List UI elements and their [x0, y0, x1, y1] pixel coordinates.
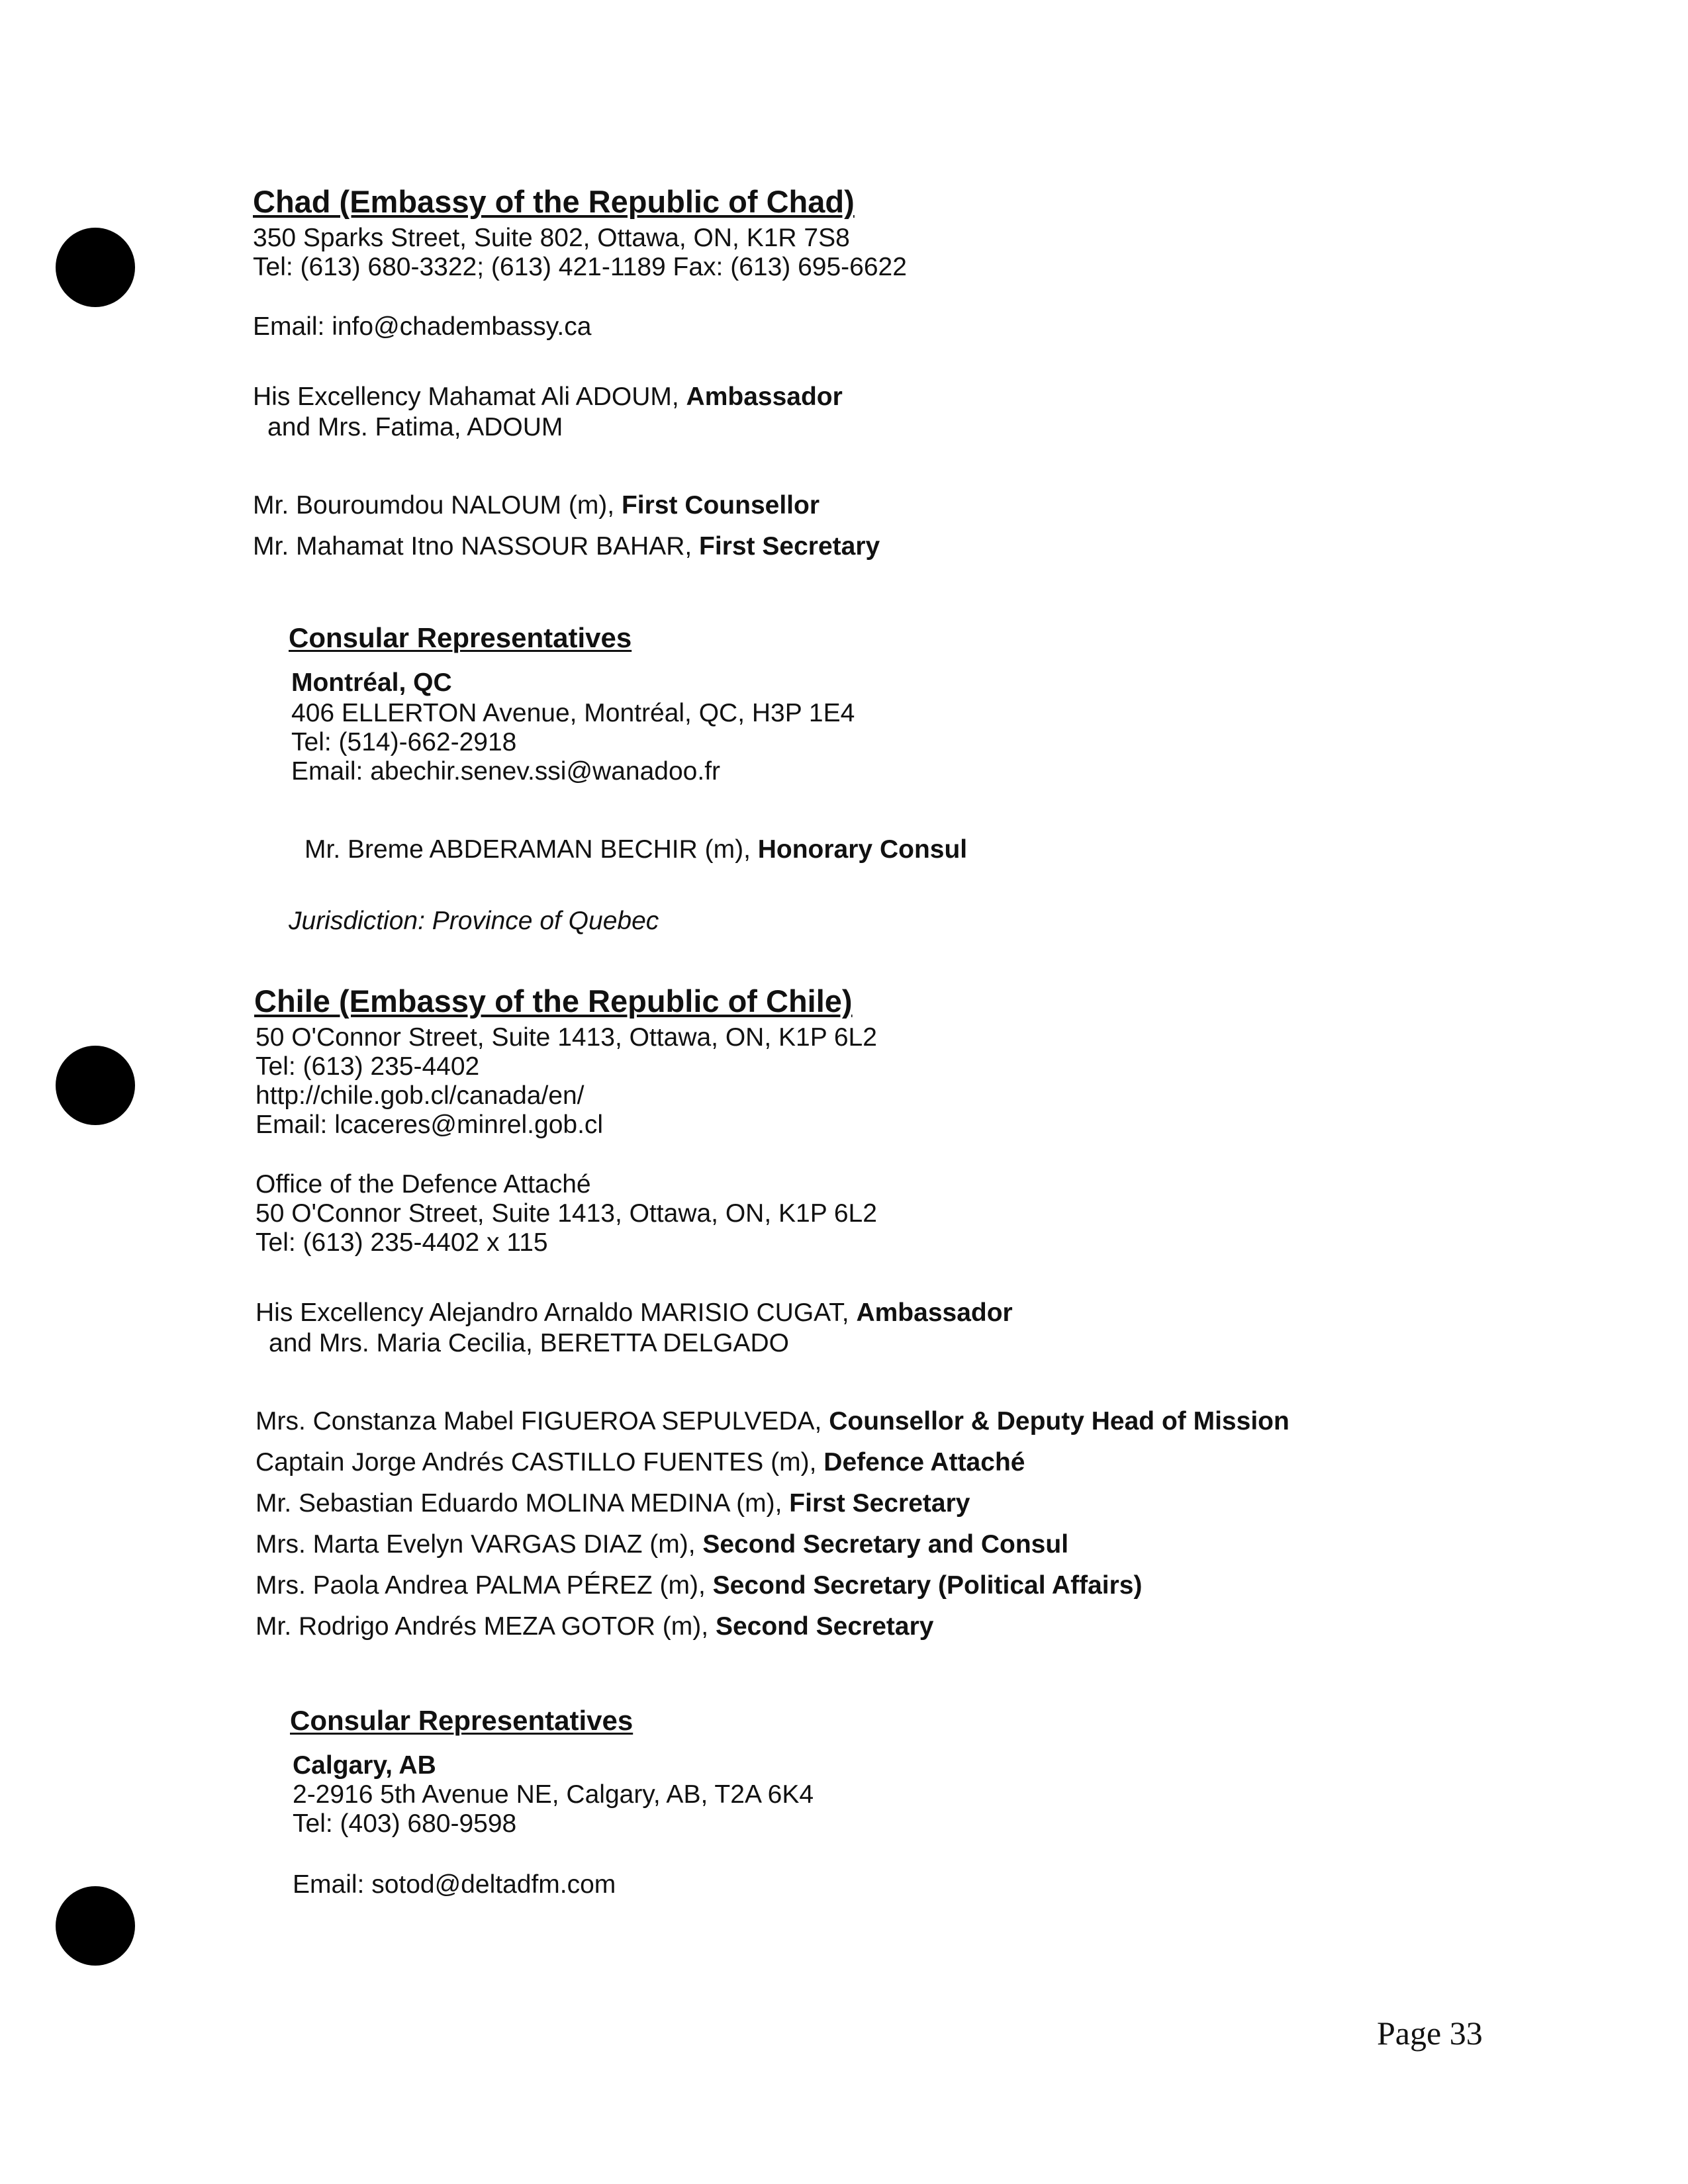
staff-title: Second Secretary and Consul: [702, 1530, 1069, 1559]
chile-ambassador-name: His Excellency Alejandro Arnaldo MARISIO CUGAT,: [256, 1298, 857, 1327]
chile-consular-email: Email: sotod@deltadfm.com: [293, 1870, 616, 1899]
chile-email: Email: lcaceres@minrel.gob.cl: [256, 1111, 604, 1139]
staff-title: Defence Attaché: [823, 1448, 1025, 1477]
staff-name: Mr. Sebastian Eduardo MOLINA MEDINA (m),: [256, 1489, 790, 1518]
chad-consular-heading: Consular Representatives: [289, 622, 632, 653]
staff-title: Second Secretary (Political Affairs): [712, 1571, 1143, 1600]
chile-defence-office-tel: Tel: (613) 235-4402 x 115: [256, 1228, 548, 1257]
chad-jurisdiction: Jurisdiction: Province of Quebec: [289, 907, 659, 935]
chile-heading: Chile (Embassy of the Republic of Chile): [254, 983, 853, 1019]
staff-name: Mrs. Constanza Mabel FIGUEROA SEPULVEDA,: [256, 1407, 829, 1435]
punch-hole-bottom: [56, 1886, 135, 1966]
chile-staff-row-1: [256, 1407, 1289, 1436]
staff-title: First Secretary: [699, 532, 880, 561]
chile-address: 50 O'Connor Street, Suite 1413, Ottawa, ON, K1P 6L2: [256, 1023, 877, 1052]
staff-title: Second Secretary: [715, 1612, 934, 1641]
chad-email: Email: info@chadembassy.ca: [253, 312, 592, 341]
chile-defence-office-address: 50 O'Connor Street, Suite 1413, Ottawa, ON, K1P 6L2: [256, 1199, 877, 1228]
chile-website: http://chile.gob.cl/canada/en/: [256, 1081, 585, 1110]
chad-consular-address: 406 ELLERTON Avenue, Montréal, QC, H3P 1E4: [291, 699, 855, 727]
chad-ambassador-title: Ambassador: [686, 383, 843, 411]
staff-title: Counsellor & Deputy Head of Mission: [829, 1407, 1289, 1435]
chad-staff-row-2: [253, 532, 880, 561]
chad-consular-city: Montréal, QC: [291, 668, 452, 697]
staff-name: Mr. Rodrigo Andrés MEZA GOTOR (m),: [256, 1612, 716, 1641]
chile-consular-address: 2-2916 5th Avenue NE, Calgary, AB, T2A 6K4: [293, 1780, 814, 1809]
chile-staff-row-4: [256, 1530, 1068, 1559]
chile-staff-row-5: [256, 1571, 1142, 1600]
staff-title: First Secretary: [789, 1489, 970, 1518]
staff-name: Mr. Mahamat Itno NASSOUR BAHAR,: [253, 532, 700, 561]
page-number: Page 33: [1377, 2015, 1483, 2052]
chile-staff-row-3: [256, 1489, 970, 1518]
chad-staff-row-1: [253, 491, 820, 520]
chile-staff-row-6: [256, 1612, 933, 1641]
chad-ambassador-line: [253, 383, 843, 412]
chile-defence-office-title: Office of the Defence Attaché: [256, 1170, 591, 1199]
staff-name: Captain Jorge Andrés CASTILLO FUENTES (m),: [256, 1448, 824, 1477]
chad-phone-fax: Tel: (613) 680-3322; (613) 421-1189 Fax: (613) 695-6622: [253, 253, 907, 281]
chile-spouse: and Mrs. Maria Cecilia, BERETTA DELGADO: [269, 1329, 789, 1357]
staff-title: First Counsellor: [621, 491, 820, 520]
chad-spouse: and Mrs. Fatima, ADOUM: [267, 413, 563, 441]
chile-tel: Tel: (613) 235-4402: [256, 1052, 480, 1081]
chad-honorary-consul: [305, 835, 967, 864]
staff-name: Mrs. Marta Evelyn VARGAS DIAZ (m),: [256, 1530, 703, 1559]
chile-staff-row-2: [256, 1448, 1025, 1477]
staff-name: Mr. Bouroumdou NALOUM (m),: [253, 491, 622, 520]
chile-consular-heading: Consular Representatives: [290, 1705, 633, 1736]
staff-name: Mrs. Paola Andrea PALMA PÉREZ (m),: [256, 1571, 713, 1600]
chile-consular-tel: Tel: (403) 680-9598: [293, 1809, 517, 1838]
chad-consular-email: Email: abechir.senev.ssi@wanadoo.fr: [291, 757, 721, 786]
chile-ambassador-line: [256, 1298, 1013, 1328]
punch-hole-middle: [56, 1046, 135, 1125]
consul-name: Mr. Breme ABDERAMAN BECHIR (m),: [305, 835, 758, 864]
punch-hole-top: [56, 228, 135, 307]
chile-ambassador-title: Ambassador: [856, 1298, 1013, 1327]
chile-consular-city: Calgary, AB: [293, 1751, 436, 1780]
chad-heading: Chad (Embassy of the Republic of Chad): [253, 184, 855, 219]
chad-consular-tel: Tel: (514)-662-2918: [291, 728, 517, 756]
consul-title: Honorary Consul: [757, 835, 968, 864]
chad-address: 350 Sparks Street, Suite 802, Ottawa, ON, K1R 7S8: [253, 224, 850, 252]
chad-ambassador-name: His Excellency Mahamat Ali ADOUM,: [253, 383, 686, 411]
